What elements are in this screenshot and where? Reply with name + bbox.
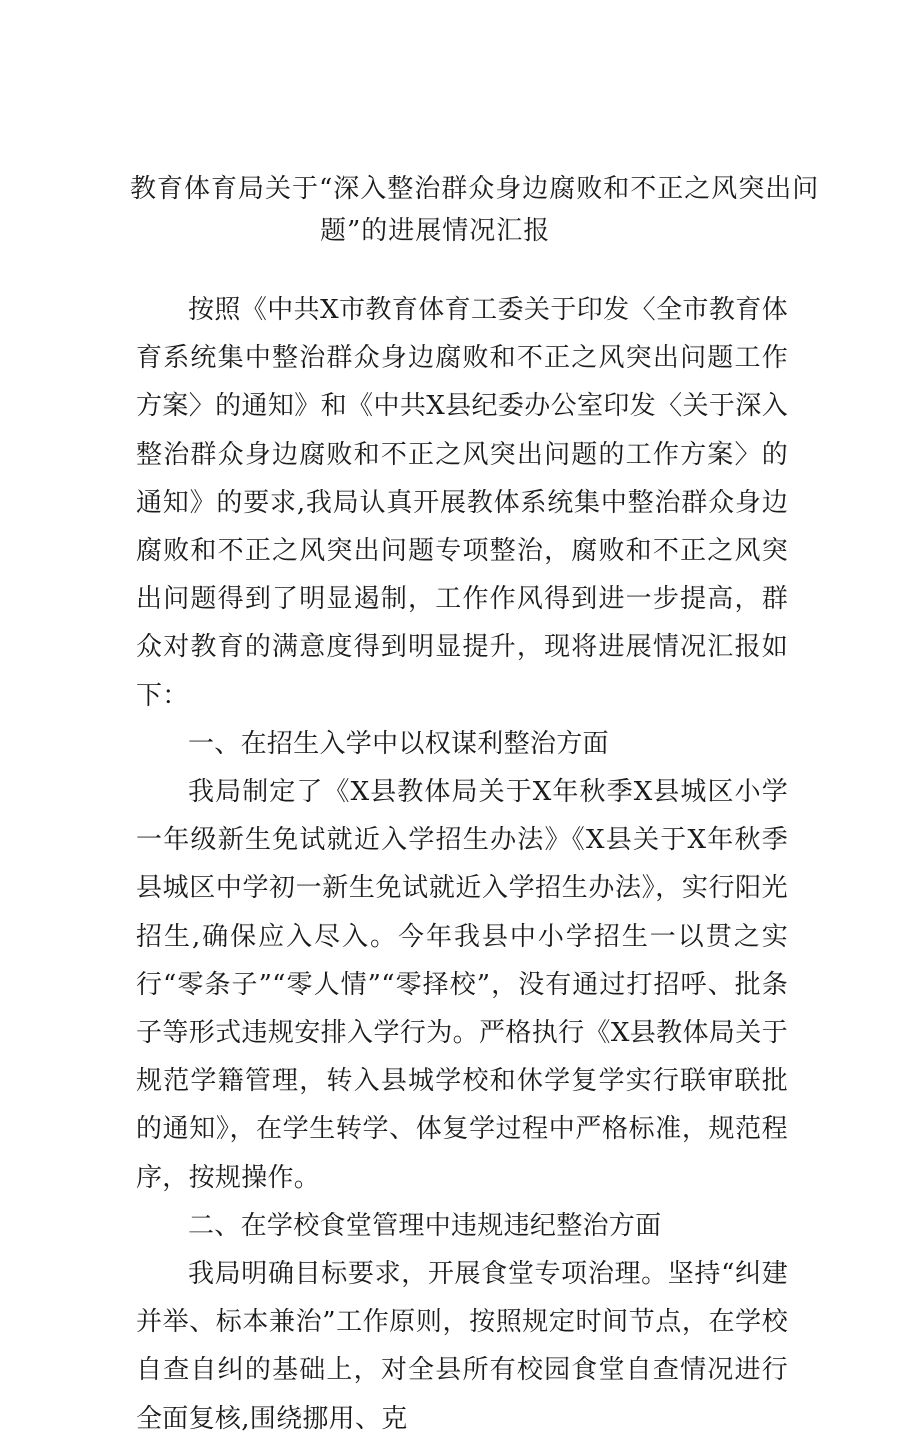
title-line-2: 题”的进展情况汇报 [320, 216, 551, 246]
section-heading-1: 一、在招生入学中以权谋利整治方面 [188, 728, 609, 759]
paragraph-section-2: 我局明确目标要求，开展食堂专项治理。坚持“纠建并举、标本兼治”工作原则，按照规定时间节点，在学校自查自纠的基础上，对全县所有校园食堂自查情况进行全面复核,围绕挪用、克 [136, 1259, 788, 1434]
title-line-1: 教育体育局关于“深入整治群众身边腐败和不正之风突出问 [130, 174, 820, 204]
section-heading-2: 二、在学校食堂管理中违规违纪整治方面 [188, 1210, 662, 1241]
document-title [130, 168, 820, 252]
document-body [136, 286, 788, 1443]
paragraph-intro: 按照《中共X市教育体育工委关于印发〈全市教育体育系统集中整治群众身边腐败和不正之风突出问题工作方案〉的通知》和《中共X县纪委办公室印发〈关于深入整治群众身边腐败和不正之风突出问题的工作方案〉的通知》的要求,我局认真开展教体系统集中整治群众身边腐败和不正之风突出问题专项整治，腐败和不正之风突出问题得到了明显遏制，工作作风得到进一步提高，群众对教育的满意度得到明显提升，现将进展情况汇报如下： [136, 295, 788, 711]
paragraph-section-1: 我局制定了《X县教体局关于X年秋季X县城区小学一年级新生免试就近入学招生办法》《X县关于X年秋季县城区中学初一新生免试就近入学招生办法》，实行阳光招生,确保应入尽入。今年我县中小学招生一以贯之实行“零条子”“零人情”“零择校”，没有通过打招呼、批条子等形式违规安排入学行为。严格执行《X县教体局关于规范学籍管理，转入县城学校和休学复学实行联审联批的通知》，在学生转学、体复学过程中严格标准，规范程序，按规操作。 [136, 777, 788, 1193]
